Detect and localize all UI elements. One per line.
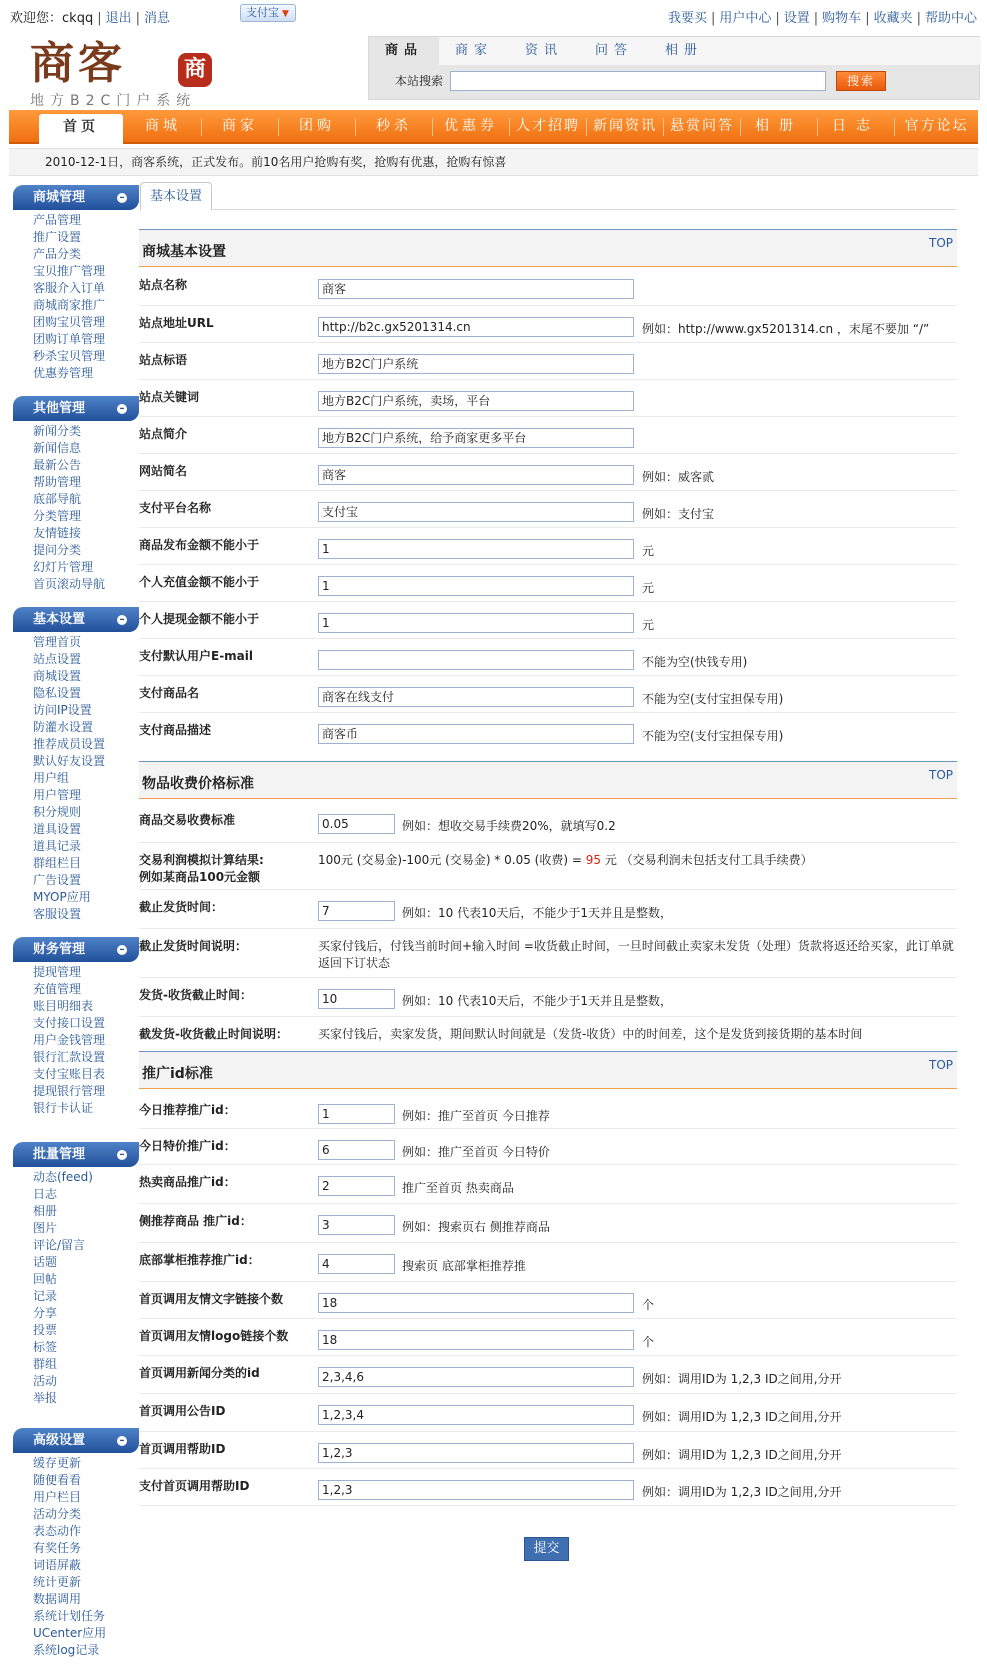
sidebar-group-advanced — [13, 1428, 139, 1659]
site-url-input[interactable]: http://b2c.gx5201314.cn — [318, 317, 634, 337]
form-row — [139, 1243, 957, 1282]
site-keywords-input[interactable]: 地方B2C门户系统，卖场，平台 — [318, 391, 634, 411]
sidebar-group-title: 其他管理 — [33, 401, 86, 416]
section-title: 商城基本设置 — [142, 244, 226, 260]
sidebar-item[interactable]: 用户管理 — [33, 788, 82, 802]
settings-link[interactable]: 设置 — [783, 11, 810, 26]
form-row — [139, 1093, 957, 1129]
sidebar-item[interactable]: UCenter应用 — [33, 1626, 107, 1640]
sidebar-item[interactable]: 底部导航 — [33, 492, 82, 506]
sidebar-item[interactable]: 提现银行管理 — [33, 1084, 106, 1098]
top-link[interactable]: TOP — [928, 236, 953, 250]
profit-calc-result — [318, 852, 956, 869]
sidebar-group-mall — [13, 185, 139, 382]
section-title: 物品收费价格标准 — [142, 776, 254, 792]
sidebar-item[interactable]: 商城商家推广 — [33, 298, 106, 312]
section-header — [139, 761, 957, 799]
nav-blog[interactable]: 日志 — [832, 118, 880, 134]
field-description: 买家付钱后，付钱当前时间+输入时间 =收货截止时间，一旦时间截止卖家未发货（处理）货款将返还给买家，此订单就返回下订状态 — [318, 939, 954, 970]
field-hint: 元 — [642, 618, 655, 632]
site-name-input[interactable]: 商客 — [318, 279, 634, 299]
field-label: 网站简名 — [139, 464, 188, 478]
form-row — [139, 454, 957, 491]
section-title: 推广id标准 — [142, 1066, 213, 1082]
search-tab-news[interactable]: 资讯 — [524, 43, 563, 58]
sidebar-item[interactable]: 帮助管理 — [33, 475, 82, 489]
sidebar-item[interactable]: 客服介入订单 — [33, 281, 106, 295]
side-recommend-id-input[interactable]: 3 — [318, 1215, 395, 1235]
pay-dropdown[interactable] — [240, 4, 296, 22]
pay-product-name-input[interactable]: 商客在线支付 — [318, 687, 634, 707]
sidebar-item[interactable]: 优惠券管理 — [33, 366, 94, 380]
logo-link-count-input[interactable]: 18 — [318, 1330, 634, 1350]
field-label: 首页调用帮助ID — [139, 1442, 226, 1456]
field-hint: 例如：调用ID为 1,2,3 ID之间用,分开 — [642, 1410, 842, 1424]
field-label: 底部掌柜推荐推广id： — [139, 1253, 260, 1267]
field-label: 支付平台名称 — [139, 501, 212, 515]
search-label: 本站搜索 — [395, 74, 444, 88]
logout-link[interactable]: 退出 — [105, 11, 132, 26]
sidebar-item[interactable]: 群组栏目 — [33, 856, 82, 870]
field-hint: 例如：10 代表10天后，不能少于1天并且是整数， — [402, 994, 672, 1008]
sidebar-group-batch — [13, 1142, 139, 1407]
calc-formula: 100元 (交易金)-100元 (交易金) * 0.05 (收费) = — [318, 853, 586, 867]
sidebar-item[interactable]: 产品分类 — [33, 247, 82, 261]
sidebar-item[interactable]: 系统计划任务 — [33, 1609, 106, 1623]
sidebar-item[interactable]: 表态动作 — [33, 1524, 82, 1538]
sidebar-item[interactable]: 图片 — [33, 1221, 58, 1235]
nav-forum[interactable]: 官方论坛 — [904, 118, 969, 134]
form-row — [139, 1017, 957, 1051]
top-link[interactable]: TOP — [928, 1058, 953, 1072]
sidebar-group-header[interactable] — [13, 937, 139, 962]
sidebar-item[interactable]: 分类管理 — [33, 509, 82, 523]
user-center-link[interactable]: 用户中心 — [719, 11, 772, 26]
nav-albums[interactable]: 相册 — [755, 118, 803, 134]
field-label: 站点标语 — [139, 353, 188, 367]
field-hint: 例如：推广至首页 今日推荐 — [402, 1109, 550, 1123]
calc-note: 元 （交易利润未包括支付工具手续费） — [601, 853, 813, 867]
field-label: 支付首页调用帮助ID — [139, 1479, 250, 1493]
field-label: 个人提现金额不能小于 — [139, 612, 260, 626]
field-hint: 例如：http://www.gx5201314.cn ，末尾不要加 “/” — [642, 322, 930, 336]
search-box — [368, 36, 980, 100]
field-description: 买家付钱后，卖家发货，期间默认时间就是（发货-收货）中的时间差，这个是发货到接货期的基本时间 — [318, 1027, 863, 1041]
sidebar-item[interactable]: 积分规则 — [33, 805, 82, 819]
field-label — [139, 852, 314, 886]
sidebar-item[interactable]: 活动 — [33, 1374, 58, 1388]
sidebar-item[interactable]: 群组 — [33, 1357, 58, 1371]
submit-button[interactable]: 提交 — [524, 1537, 569, 1561]
field-hint: 搜索页 底部掌柜推荐推 — [402, 1259, 526, 1273]
sidebar-item[interactable]: 道具设置 — [33, 822, 82, 836]
sidebar-item[interactable]: 银行汇款设置 — [33, 1050, 106, 1064]
search-tabs — [369, 37, 981, 65]
field-hint: 例如：搜索页右 侧推荐商品 — [402, 1220, 550, 1234]
sidebar-item[interactable]: 最新公告 — [33, 458, 82, 472]
field-label: 热卖商品推广id： — [139, 1175, 236, 1189]
sidebar-group-header[interactable] — [13, 396, 139, 421]
field-label: 站点关键词 — [139, 390, 200, 404]
sidebar-item[interactable]: 回帖 — [33, 1272, 58, 1286]
cart-link[interactable]: 购物车 — [822, 11, 862, 26]
search-button[interactable]: 搜索 — [836, 71, 886, 91]
form-row — [139, 1432, 957, 1469]
sidebar-item[interactable]: 新闻信息 — [33, 441, 82, 455]
field-label: 站点名称 — [139, 278, 188, 292]
pay-platform-input[interactable]: 支付宝 — [318, 502, 634, 522]
sidebar-item[interactable]: MYOP应用 — [33, 890, 91, 904]
field-hint: 元 — [642, 544, 655, 558]
sidebar-group-header[interactable] — [13, 607, 139, 632]
sidebar-item[interactable]: 提问分类 — [33, 543, 82, 557]
field-label: 首页调用友情文字链接个数 — [139, 1292, 284, 1306]
sidebar-group-title: 基本设置 — [33, 612, 86, 627]
form-row — [139, 491, 957, 528]
sidebar-item[interactable]: 支付宝账目表 — [33, 1067, 106, 1081]
tab-basic-settings[interactable]: 基本设置 — [140, 182, 212, 210]
collapse-icon[interactable]: – — [117, 404, 127, 414]
news-category-ids-input[interactable]: 2,3,4,6 — [318, 1367, 634, 1387]
sidebar-item[interactable]: 访问IP设置 — [33, 703, 92, 717]
sidebar-item[interactable]: 秒杀宝贝管理 — [33, 349, 106, 363]
sidebar-item[interactable]: 有奖任务 — [33, 1541, 82, 1555]
search-tab-merchants[interactable]: 商家 — [454, 43, 493, 58]
section-header — [139, 1051, 957, 1089]
hot-sale-id-input[interactable]: 2 — [318, 1176, 395, 1196]
main-nav — [9, 110, 978, 144]
field-label: 个人充值金额不能小于 — [139, 575, 260, 589]
sidebar-item[interactable]: 商城设置 — [33, 669, 82, 683]
form-row — [139, 890, 957, 929]
sidebar-item[interactable]: 举报 — [33, 1391, 58, 1405]
form-row — [139, 1165, 957, 1204]
announcement-ids-input[interactable]: 1,2,3,4 — [318, 1405, 634, 1425]
form-row — [139, 639, 957, 676]
site-slogan-input[interactable]: 地方B2C门户系统 — [318, 354, 634, 374]
min-recharge-amount-input[interactable]: 1 — [318, 576, 634, 596]
field-label: 支付商品描述 — [139, 723, 212, 737]
sidebar-item[interactable]: 评论/留言 — [33, 1238, 86, 1252]
form-row — [139, 602, 957, 639]
sidebar-item[interactable]: 推广设置 — [33, 230, 82, 244]
top-bar — [0, 0, 987, 30]
form-row — [139, 929, 957, 978]
field-hint: 例如：想收交易手续费20%，就填写0.2 — [402, 819, 616, 833]
form-row — [139, 1282, 957, 1319]
form-row — [139, 1394, 957, 1432]
collapse-icon[interactable]: – — [117, 945, 127, 955]
form-row — [139, 803, 957, 843]
favorites-link[interactable]: 收藏夹 — [873, 11, 913, 26]
logo-seal-icon: 商 — [178, 53, 212, 87]
sidebar-item[interactable]: 宝贝推广管理 — [33, 264, 106, 278]
form-row — [139, 1319, 957, 1356]
pay-help-ids-input[interactable]: 1,2,3 — [318, 1480, 634, 1500]
sidebar-item[interactable]: 广告设置 — [33, 873, 82, 887]
pay-email-input[interactable] — [318, 650, 634, 670]
collapse-icon[interactable]: – — [117, 615, 127, 625]
sidebar-item[interactable]: 缓存更新 — [33, 1456, 82, 1470]
help-ids-input[interactable]: 1,2,3 — [318, 1443, 634, 1463]
sidebar-item[interactable]: 团购宝贝管理 — [33, 315, 106, 329]
messages-link[interactable]: 消息 — [144, 11, 171, 26]
sidebar-item[interactable]: 推荐成员设置 — [33, 737, 106, 751]
sidebar-group-basic — [13, 607, 139, 923]
form-row — [139, 713, 957, 750]
form-row — [139, 306, 957, 343]
nav-jobs[interactable]: 人才招聘 — [516, 118, 580, 134]
field-label: 首页调用公告ID — [139, 1404, 226, 1418]
field-label: 商品交易收费标准 — [139, 813, 236, 827]
field-hint: 推广至首页 热卖商品 — [402, 1181, 514, 1195]
logo-name: 商客 — [30, 38, 126, 89]
site-logo[interactable] — [30, 38, 220, 110]
min-publish-amount-input[interactable]: 1 — [318, 539, 634, 559]
field-hint: 不能为空(支付宝担保专用) — [642, 692, 784, 706]
form-row — [139, 343, 957, 380]
field-label: 首页调用友情logo链接个数 — [139, 1329, 289, 1343]
nav-group-buy[interactable]: 团购 — [299, 118, 335, 134]
form-row — [139, 1356, 957, 1394]
search-tab-albums[interactable]: 相册 — [664, 43, 703, 58]
sidebar-item[interactable]: 提现管理 — [33, 965, 82, 979]
sidebar-item[interactable]: 用户金钱管理 — [33, 1033, 106, 1047]
top-links: 我要买 | 用户中心 | 设置 | 购物车 | 收藏夹 | 帮助中心 — [667, 11, 977, 26]
sidebar-item[interactable]: 记录 — [33, 1289, 58, 1303]
form-row — [139, 1469, 957, 1506]
sidebar-item[interactable]: 话题 — [33, 1255, 58, 1269]
bottom-recommend-id-input[interactable]: 4 — [318, 1254, 395, 1274]
field-hint: 例如：支付宝 — [642, 507, 715, 521]
sidebar-item[interactable]: 账目明细表 — [33, 999, 94, 1013]
min-withdraw-amount-input[interactable]: 1 — [318, 613, 634, 633]
search-input[interactable] — [450, 71, 826, 91]
pay-product-desc-input[interactable]: 商客币 — [318, 724, 634, 744]
field-label: 截发货-收货截止时间说明： — [139, 1027, 288, 1041]
sidebar-item[interactable]: 分享 — [33, 1306, 58, 1320]
sidebar-item[interactable]: 隐私设置 — [33, 686, 82, 700]
field-label: 今日推荐推广id： — [139, 1103, 236, 1117]
sidebar-item[interactable]: 管理首页 — [33, 635, 82, 649]
form-row — [139, 843, 957, 890]
dropdown-arrow-icon: ▼ — [282, 9, 289, 19]
sidebar-item[interactable]: 活动分类 — [33, 1507, 82, 1521]
sidebar-group-header[interactable] — [13, 1142, 139, 1167]
section-header — [139, 229, 957, 267]
field-hint: 例如：推广至首页 今日特价 — [402, 1145, 550, 1159]
field-label: 侧推荐商品 推广id： — [139, 1214, 252, 1228]
collapse-icon[interactable]: – — [117, 1436, 127, 1446]
calc-result-value: 95 — [585, 853, 601, 867]
field-hint: 元 — [642, 581, 655, 595]
logo-subtitle: 地方B2C门户系统 — [30, 93, 197, 109]
user-status: 欢迎您：ckqq | 退出 | 消息 — [10, 11, 171, 26]
sidebar-item[interactable]: 用户栏目 — [33, 1490, 82, 1504]
nav-bounty-qa[interactable]: 悬赏问答 — [670, 118, 734, 134]
nav-flash-sale[interactable]: 秒杀 — [376, 118, 412, 134]
field-label: 发货-收货截止时间： — [139, 988, 252, 1002]
field-label: 今日特价推广id： — [139, 1139, 236, 1153]
field-label: 首页调用新闻分类的id — [139, 1366, 260, 1380]
sidebar-group-title: 批量管理 — [33, 1147, 86, 1162]
sidebar-item[interactable]: 新闻分类 — [33, 424, 82, 438]
username: ckqq — [62, 11, 94, 26]
sidebar-item[interactable]: 随便看看 — [33, 1473, 82, 1487]
sidebar-item[interactable]: 用户组 — [33, 771, 70, 785]
sidebar-item[interactable]: 数据调用 — [33, 1592, 82, 1606]
sidebar-item[interactable]: 词语屏蔽 — [33, 1558, 82, 1572]
sidebar-item[interactable]: 支付接口设置 — [33, 1016, 106, 1030]
field-label: 支付默认用户E-mail — [139, 649, 254, 663]
site-intro-input[interactable]: 地方B2C门户系统，给予商家更多平台 — [318, 428, 634, 448]
form-row — [139, 978, 957, 1017]
receive-deadline-input[interactable]: 10 — [318, 989, 395, 1009]
nav-news[interactable]: 新闻资讯 — [593, 118, 657, 134]
field-hint: 例如：威客贰 — [642, 470, 715, 484]
sidebar-item[interactable]: 幻灯片管理 — [33, 560, 94, 574]
search-tab-qa[interactable]: 问答 — [594, 43, 633, 58]
nav-mall[interactable]: 商城 — [145, 118, 181, 134]
form-row — [139, 1204, 957, 1243]
sidebar-item[interactable]: 客服设置 — [33, 907, 82, 921]
field-hint: 例如：调用ID为 1,2,3 ID之间用,分开 — [642, 1485, 842, 1499]
sidebar-item[interactable]: 道具记录 — [33, 839, 82, 853]
sidebar-item[interactable]: 日志 — [33, 1187, 58, 1201]
sidebar-item[interactable]: 充值管理 — [33, 982, 82, 996]
field-hint: 不能为空(支付宝担保专用) — [642, 729, 784, 743]
form-row — [139, 1129, 957, 1165]
sidebar-item[interactable]: 产品管理 — [33, 213, 82, 227]
form-row — [139, 268, 957, 306]
sidebar-group-finance — [13, 937, 139, 1117]
text-link-count-input[interactable]: 18 — [318, 1293, 634, 1313]
calc-label: 交易利润模拟计算结果: — [139, 853, 264, 867]
today-special-id-input[interactable]: 6 — [318, 1140, 395, 1160]
field-hint: 例如：调用ID为 1,2,3 ID之间用,分开 — [642, 1448, 842, 1462]
sidebar-item[interactable]: 投票 — [33, 1323, 58, 1337]
sidebar-group-header[interactable] — [13, 185, 139, 210]
trade-fee-input[interactable]: 0.05 — [318, 814, 395, 834]
nav-merchants[interactable]: 商家 — [222, 118, 258, 134]
field-label: 商品发布金额不能小于 — [139, 538, 260, 552]
sidebar-item[interactable]: 动态(feed) — [33, 1170, 93, 1184]
form-row — [139, 528, 957, 565]
form-row — [139, 417, 957, 454]
sidebar-group-header[interactable] — [13, 1428, 139, 1453]
sidebar-group-other — [13, 396, 139, 593]
sidebar-item[interactable]: 团购订单管理 — [33, 332, 106, 346]
notice-bar: 2010-12-1日，商客系统，正式发布。前10名用户抢购有奖，抢购有优惠，抢购有惊喜 — [9, 148, 978, 176]
top-link[interactable]: TOP — [928, 768, 953, 782]
sidebar-item[interactable]: 相册 — [33, 1204, 58, 1218]
sidebar-group-title: 商城管理 — [33, 190, 86, 205]
field-hint: 个 — [642, 1335, 655, 1349]
ship-deadline-input[interactable]: 7 — [318, 901, 395, 921]
nav-coupons[interactable]: 优惠券 — [444, 118, 498, 134]
field-hint: 不能为空(快钱专用) — [642, 655, 748, 669]
collapse-icon[interactable]: – — [117, 1150, 127, 1160]
field-hint: 例如：10 代表10天后，不能少于1天并且是整数， — [402, 906, 672, 920]
field-label: 站点地址URL — [139, 316, 214, 330]
pay-dropdown-label: 支付宝 — [246, 6, 279, 19]
site-short-name-input[interactable]: 商客 — [318, 465, 634, 485]
form-row — [139, 565, 957, 602]
sidebar-item[interactable]: 友情链接 — [33, 526, 82, 540]
form-row — [139, 380, 957, 417]
sidebar-item[interactable]: 系统log记录 — [33, 1643, 100, 1657]
sidebar-group-title: 财务管理 — [33, 942, 86, 957]
sidebar-item[interactable]: 防灌水设置 — [33, 720, 94, 734]
sidebar-item[interactable]: 标签 — [33, 1340, 58, 1354]
buy-link[interactable]: 我要买 — [667, 11, 707, 26]
field-hint: 个 — [642, 1298, 655, 1312]
field-label: 站点简介 — [139, 427, 188, 441]
today-recommend-id-input[interactable]: 1 — [318, 1104, 395, 1124]
sidebar-item[interactable]: 银行卡认证 — [33, 1101, 94, 1115]
sidebar-item[interactable]: 首页滚动导航 — [33, 577, 106, 591]
nav-home[interactable]: 首页 — [39, 114, 123, 144]
help-center-link[interactable]: 帮助中心 — [924, 11, 977, 26]
calc-label-example: 例如某商品100元金额 — [139, 870, 261, 884]
sidebar-item[interactable]: 站点设置 — [33, 652, 82, 666]
sidebar-item[interactable]: 统计更新 — [33, 1575, 82, 1589]
collapse-icon[interactable]: – — [117, 193, 127, 203]
sidebar-group-title: 高级设置 — [33, 1433, 86, 1448]
form-row — [139, 676, 957, 713]
search-tab-products[interactable]: 商品 — [369, 37, 439, 65]
welcome-text: 欢迎您： — [10, 11, 63, 26]
field-label: 支付商品名 — [139, 686, 200, 700]
field-label: 截止发货时间说明： — [139, 939, 248, 953]
sidebar-item[interactable]: 默认好友设置 — [33, 754, 106, 768]
field-label: 截止发货时间： — [139, 900, 224, 914]
field-hint: 例如：调用ID为 1,2,3 ID之间用,分开 — [642, 1372, 842, 1386]
